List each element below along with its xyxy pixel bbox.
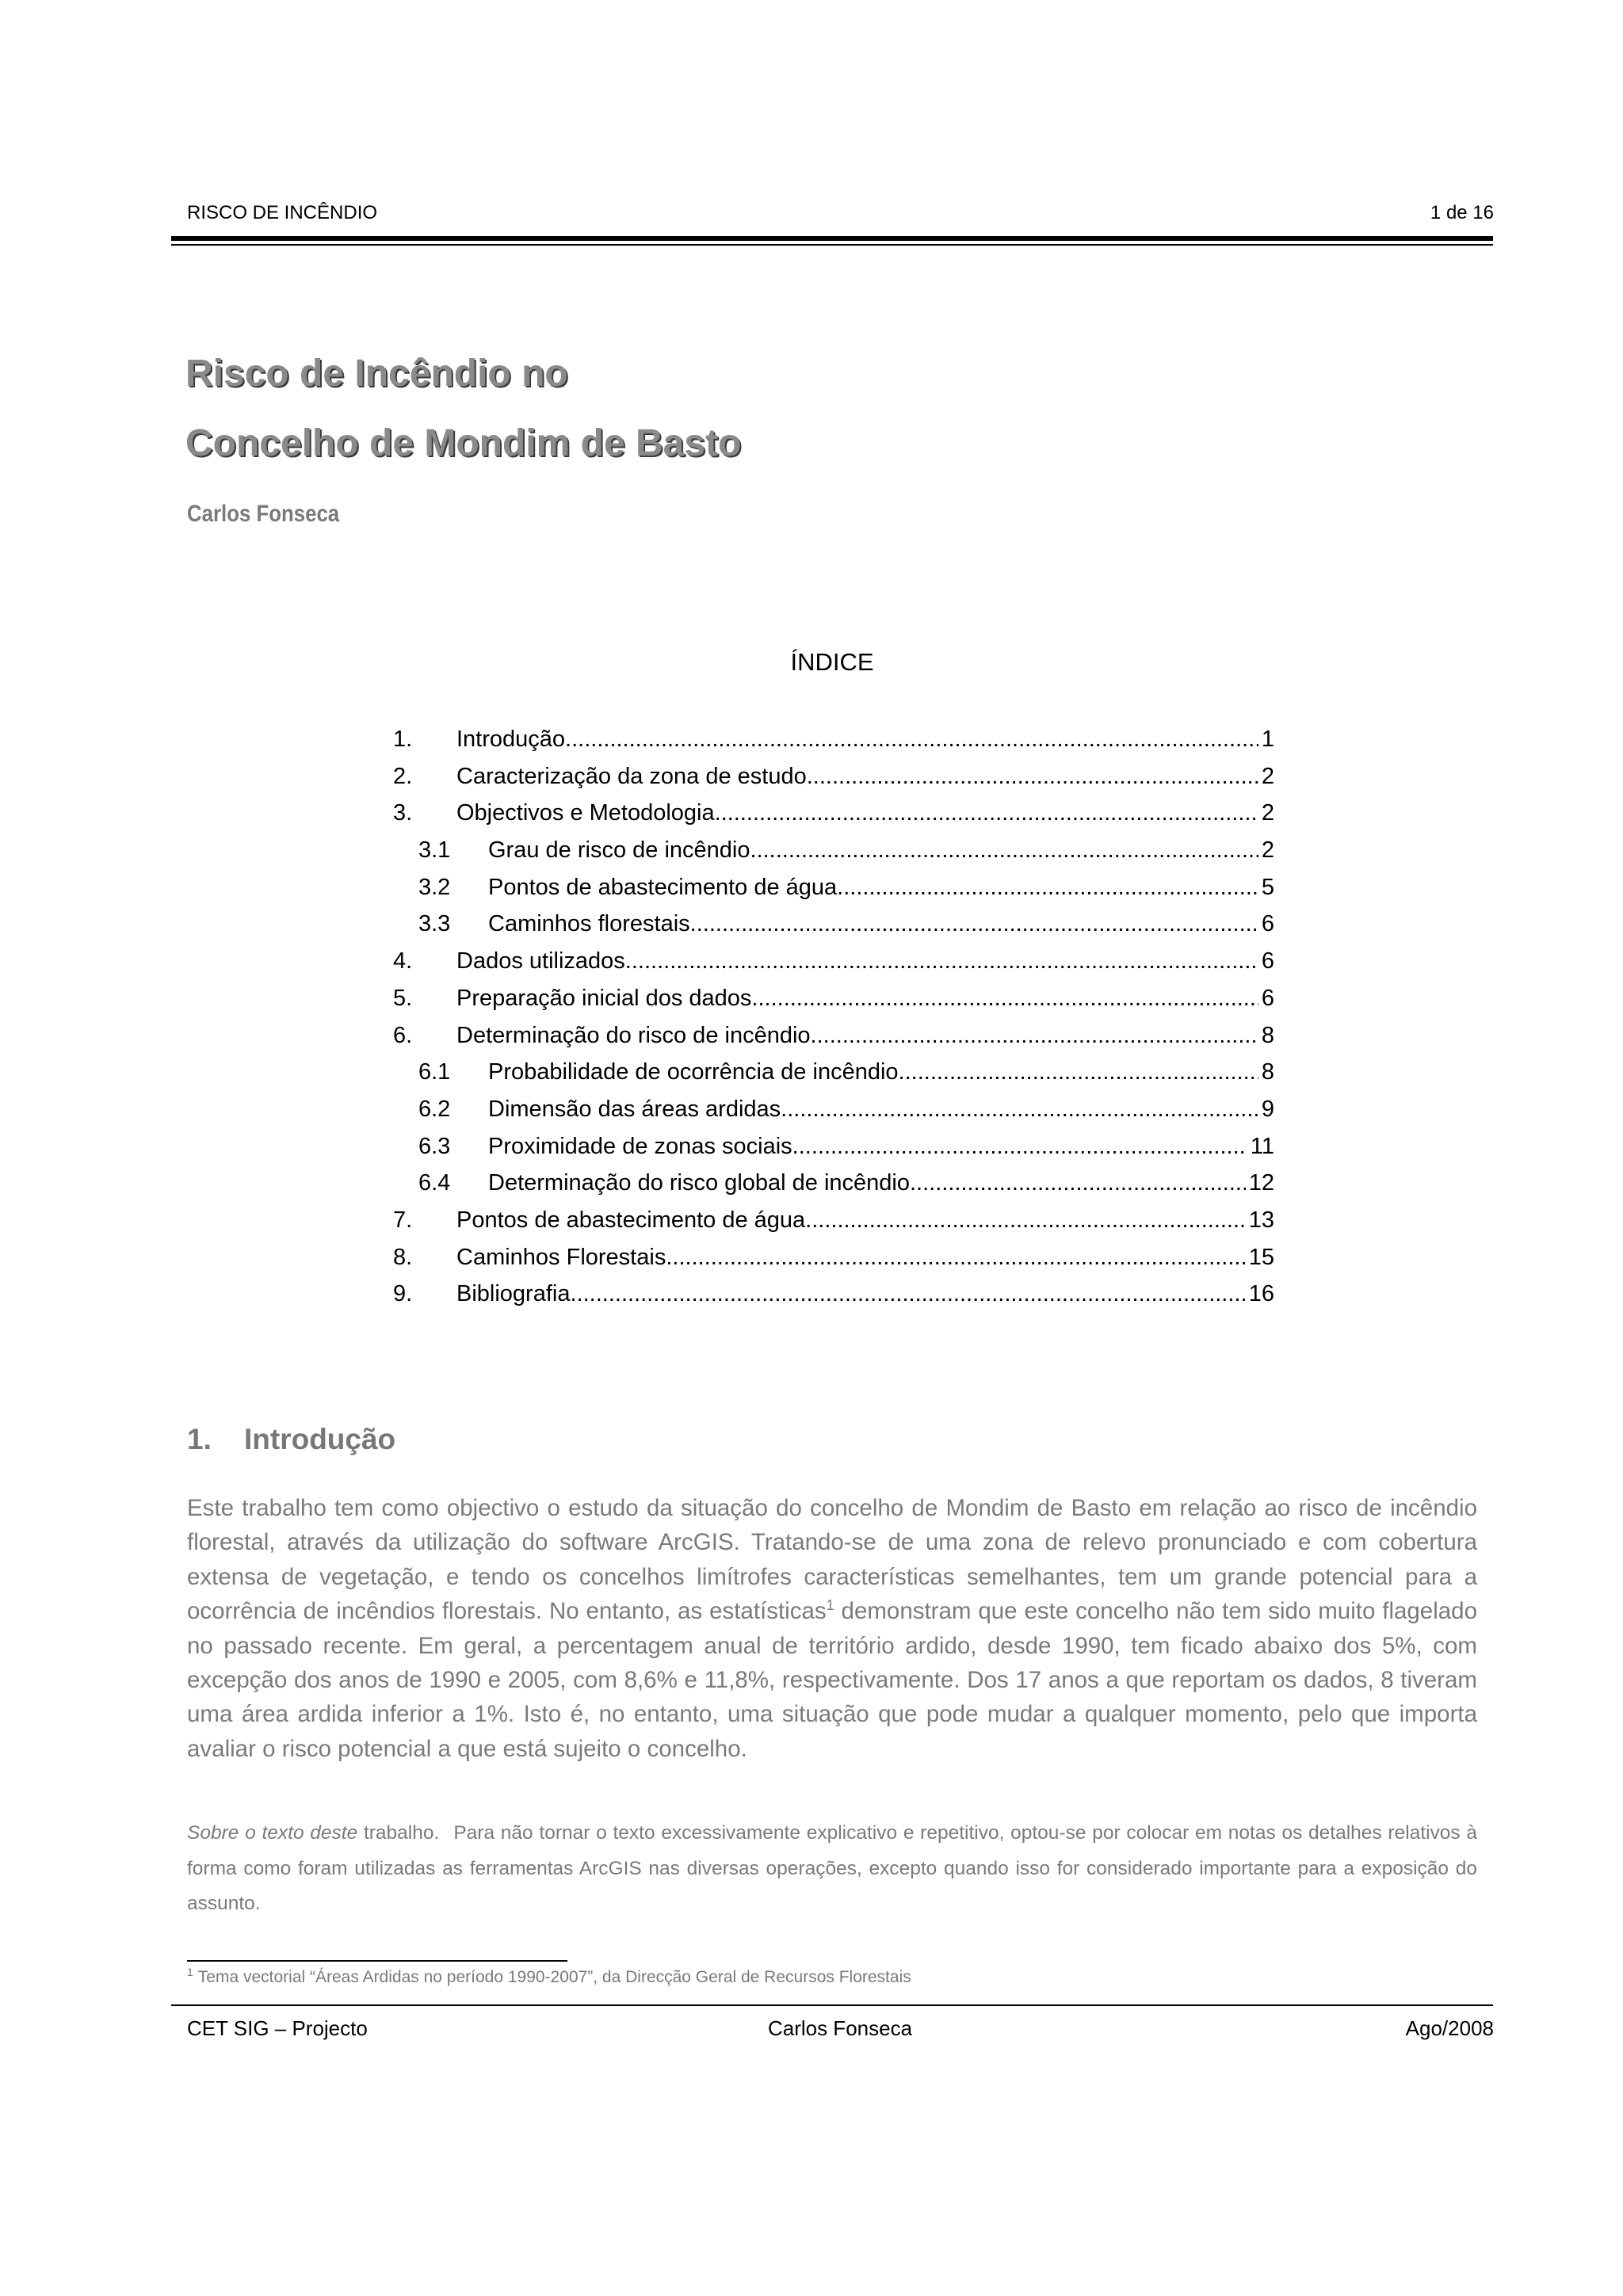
note-lead-italic: Sobre o texto deste [187, 1822, 358, 1844]
toc-entry-number: 9. [393, 1281, 413, 1307]
toc-leader-dots [899, 1054, 1258, 1091]
toc-entry-title: Determinação do risco global de incêndio [488, 1170, 910, 1196]
toc-entry-title: Grau de risco de incêndio [488, 837, 750, 864]
toc-entry-number: 6.3 [418, 1133, 451, 1159]
section-number: 1. [187, 1423, 212, 1455]
toc-entry-page: 2 [1261, 837, 1274, 864]
toc-entry-title: Preparação inicial dos dados [456, 985, 752, 1011]
toc-entry-number: 6.4 [418, 1170, 451, 1196]
note-text: Para não tornar o texto excessivamente explicativo e repetitivo, optou-se por colocar em notas os detalhes relativos à forma como foram utilizadas as ferramentas ArcGIS nas diversas operações, excepto quando isso for considerado importante para a exposição do assunto. [187, 1822, 1477, 1914]
toc-entry-title: Introdução [456, 727, 566, 752]
toc-entry-page: 6 [1261, 911, 1274, 937]
toc-entry-number: 2. [393, 763, 413, 789]
toc-entry-page: 12 [1248, 1170, 1274, 1196]
toc-leader-dots [751, 980, 1258, 1017]
intro-text-part1: Este trabalho tem como objectivo o estudo da situação do concelho de Mondim de Basto em relação ao risco de incêndio florestal, através da utilização do software ArcGIS. Tratando-se de uma zona de relevo pronunciado e com cobertura extensa de vegetação, e tendo os concelhos limítrofes características semelhantes, tem um grande potencial para a ocorrência de incêndios florestais. No entanto, as estatísticas [187, 1495, 1477, 1625]
header-rule-thin [171, 244, 1493, 246]
toc-entry-title: Dados utilizados [456, 948, 625, 974]
toc-entry-number: 5. [393, 985, 413, 1011]
toc-entry-page: 6 [1261, 985, 1274, 1011]
toc-entry[interactable] [393, 980, 1274, 1017]
toc-entry-title: Caracterização da zona de estudo [456, 763, 807, 789]
footer-date: Ago/2008 [1405, 2016, 1494, 2040]
toc-entry-page: 6 [1261, 948, 1274, 974]
toc-entry-page: 13 [1248, 1207, 1274, 1233]
toc-leader-dots [625, 943, 1258, 980]
footnote-text: Tema vectorial “Áreas Ardidas no período 1990-2007”, da Direcção Geral de Recursos Florestais [197, 1968, 911, 1986]
toc-entry-title: Objectivos e Metodologia [456, 800, 715, 826]
toc-entry-page: 5 [1261, 874, 1274, 900]
toc-entry[interactable] [393, 1276, 1274, 1313]
toc-entry-page: 15 [1248, 1244, 1274, 1270]
toc-entry[interactable] [393, 943, 1274, 980]
toc-entry-number: 6.1 [418, 1059, 451, 1085]
footer-rule [171, 2004, 1493, 2006]
toc-entry-title: Caminhos florestais [488, 911, 690, 937]
toc-entry-page: 2 [1261, 800, 1274, 826]
toc-entry[interactable] [393, 1239, 1274, 1276]
document-title-line1: Risco de Incêndio no [185, 353, 568, 395]
intro-text-part2: demonstram que este concelho não tem sido muito flagelado no passado recente. Em geral, a percentagem anual de território ardido, desde 1990, tem ficado abaixo dos 5%, com excepção dos anos de 1990 e 2005, com 8,6% e 11,8%, respectivamente. Dos 17 anos a que reportam os dados, 8 tiveram uma área ardida inferior a 1%. Isto é, no entanto, uma situação que pode mudar a qualquer momento, pelo que importa avaliar o risco potencial a que está sujeito o concelho. [187, 1598, 1477, 1762]
toc-entry[interactable] [393, 1054, 1274, 1091]
header-rule-thick [171, 236, 1493, 241]
section-heading [187, 1423, 395, 1456]
footnote [187, 1968, 911, 1987]
toc-entry-number: 1. [393, 727, 413, 752]
toc-leader-dots [910, 1165, 1246, 1202]
footnote-separator [187, 1960, 567, 1962]
toc-entry-number: 4. [393, 948, 413, 974]
toc-entry-number: 3.3 [418, 911, 451, 937]
toc-entry-title: Bibliografia [456, 1281, 571, 1307]
toc-entry-title: Pontos de abastecimento de água [488, 874, 838, 900]
toc-entry-number: 3.1 [418, 837, 451, 864]
toc-entry[interactable] [393, 832, 1274, 869]
toc-entry[interactable] [393, 721, 1274, 758]
toc-entry[interactable] [393, 795, 1274, 832]
toc-leader-dots [690, 906, 1258, 943]
toc-entry[interactable] [393, 1017, 1274, 1055]
toc-entry-title: Probabilidade de ocorrência de incêndio [488, 1059, 899, 1085]
section-title: Introdução [244, 1423, 396, 1455]
toc-entry-number: 3. [393, 800, 413, 826]
footnote-reference[interactable]: 1 [826, 1597, 834, 1614]
toc-entry-title: Caminhos Florestais [456, 1244, 666, 1270]
toc-leader-dots [666, 1239, 1245, 1276]
toc-entry[interactable] [393, 1128, 1274, 1165]
toc-entry-number: 6. [393, 1022, 413, 1048]
toc-entry-page: 9 [1261, 1096, 1274, 1122]
intro-paragraph [187, 1491, 1477, 1766]
toc-entry-title: Determinação do risco de incêndio [456, 1022, 811, 1048]
toc-leader-dots [750, 832, 1258, 869]
footer-left: CET SIG – Projecto [187, 2016, 368, 2040]
toc-leader-dots [837, 869, 1258, 906]
header-title: RISCO DE INCÊNDIO [187, 202, 378, 223]
toc-entry-number: 7. [393, 1207, 413, 1233]
index-heading: ÍNDICE [790, 648, 874, 676]
toc-entry-title: Pontos de abastecimento de água [456, 1207, 806, 1233]
note-paragraph [187, 1816, 1477, 1922]
toc-entry[interactable] [393, 1091, 1274, 1128]
toc-entry-page: 11 [1250, 1133, 1274, 1159]
toc-entry-page: 2 [1261, 763, 1274, 789]
toc-leader-dots [565, 721, 1258, 758]
toc-leader-dots [807, 758, 1258, 795]
document-author: Carlos Fonseca [187, 501, 340, 527]
document-title-line2: Concelho de Mondim de Basto [185, 422, 742, 464]
toc-entry-number: 6.2 [418, 1096, 451, 1122]
toc-entry-number: 3.2 [418, 874, 451, 900]
toc-entry[interactable] [393, 906, 1274, 943]
footer-author: Carlos Fonseca [767, 2016, 913, 2040]
toc-leader-dots [805, 1202, 1246, 1239]
toc-entry-page: 1 [1261, 727, 1274, 752]
toc-leader-dots [792, 1128, 1247, 1165]
header-page-number: 1 de 16 [1430, 202, 1494, 223]
toc-entry[interactable] [393, 1165, 1274, 1202]
toc-entry-page: 16 [1248, 1281, 1274, 1307]
toc-leader-dots [811, 1017, 1258, 1055]
toc-entry-number: 8. [393, 1244, 413, 1270]
toc-leader-dots [715, 795, 1258, 832]
footnote-mark: 1 [187, 1966, 193, 1978]
toc-entry[interactable] [393, 869, 1274, 906]
toc-entry[interactable] [393, 758, 1274, 795]
note-lead-plain: trabalho. [357, 1822, 440, 1844]
toc-leader-dots [570, 1276, 1245, 1313]
toc-entry-page: 8 [1261, 1059, 1274, 1085]
toc-entry-page: 8 [1261, 1022, 1274, 1048]
toc-entry-title: Dimensão das áreas ardidas [488, 1096, 781, 1122]
toc-entry[interactable] [393, 1202, 1274, 1239]
table-of-contents [393, 721, 1274, 1313]
toc-entry-title: Proximidade de zonas sociais [488, 1133, 792, 1159]
toc-leader-dots [781, 1091, 1258, 1128]
